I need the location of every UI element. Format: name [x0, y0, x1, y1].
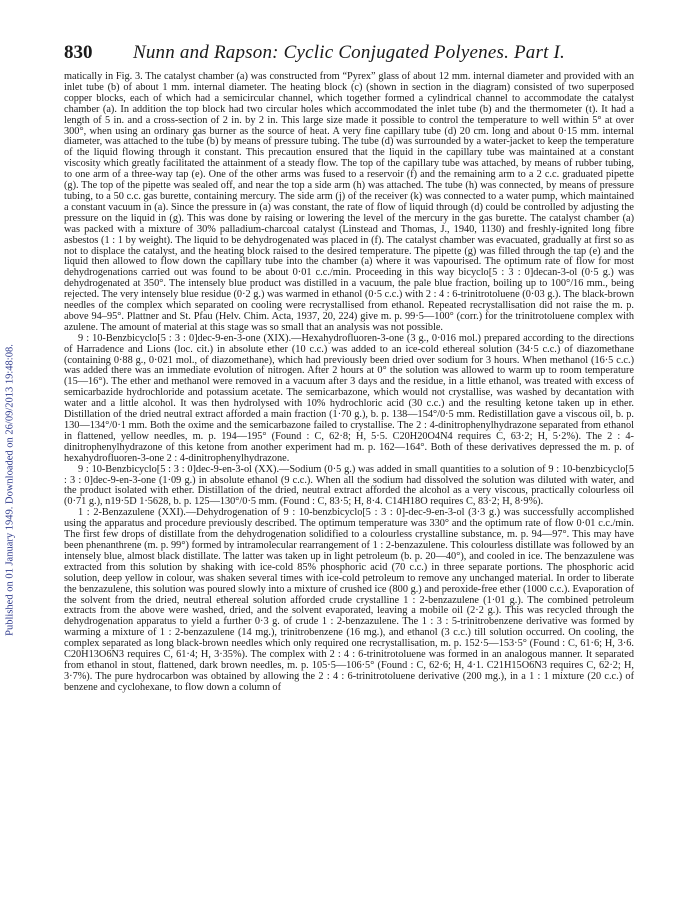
paragraph-benzbicyclodecenone: 9 : 10-Benzbicyclo[5 : 3 : 0]dec-9-en-3-one (XIX).—Hexahydrofluoren-3-one (3 g., 0·016 mol.) prepared according to the directions of Harradence and Lions (loc. cit.) in absolute ether (10 c.c.) was added to an ice-cold ethereal solution (34·5 c.c.) of diazomethane (containing 0·88 g., 0·021 mol., of diazomethane), which had previously been dried over sodium for 3 hours. When methanol (16·5 c.c.) was added there was an immediate evolution of nitrogen. After 2 hours at 0° the solution was allowed to warm up to room temperature (15—16°). The ether and methanol were removed in a vacuum after 3 days and the residue, in a little ethanol, was treated with excess of semicarbazide hydrochloride and potassium acetate. The semicarbazone, which would not crystallise, was washed by decantation with water and a little alcohol. It was then hydrolysed with 10% hydrochloric acid (30 c.c.) and the resulting ketone taken up in ether. Distillation of the dried neutral extract afforded a main fraction (1·70 g.), b. p. 138—154°/0·5 mm. Redistillation gave a viscous oil, b. p. 130—134°/0·1 mm. Both the oxime and the semicarbazone failed to crystallise. The 2 : 4-dinitrophenylhydrazone separated from ethanol in flattened, yellow needles, m. p. 194—195° (Found : C, 62·8; H, 5·5. C20H20O4N4 requires C, 63·2; H, 5·2%). The 2 : 4-dinitrophenylhydrazone of this ketone from another experiment had m. p. 162—164°. Both of these derivatives depressed the m. p. of hexahydrofluoren-3-one 2 : 4-dinitrophenylhydrazone.	[64, 332, 634, 464]
paragraph-benzazulene: 1 : 2-Benzazulene (XXI).—Dehydrogenation of 9 : 10-benzbicyclo[5 : 3 : 0]-dec-9-en-3-ol (3·3 g.) was successfully accomplished using the apparatus and procedure previously described. The optimum temperature was 330° and the optimum rate of flow 0·01 c.c./min. The first few drops of distillate from the dehydrogenation solidified to a colourless crystalline substance, m. p. 94—97°. This may have been phenanthrene (m. p. 99°) formed by intramolecular rearrangement of 1 : 2-benzazulene. This colourless distillate was followed by an intensely blue, almost black distillate. The latter was taken up in light petroleum (b. p. 20—40°), and cooled in ice. The benzazulene was extracted from this solution by shaking with ice-cold 85% phosphoric acid (70 c.c.) in three separate portions. The phosphoric acid solution, deep yellow in colour, was shaken several times with ice-cold petroleum to remove any unchanged material. In order to liberate the benzazulene, this solution was poured slowly into a mixture of crushed ice (800 g.) and peroxide-free ether (1000 c.c.). Evaporation of the solvent from the dried, neutral ethereal solution afforded crude crystalline 1 : 2-benzazulene (1·01 g.). The combined petroleum extracts from the above were washed, dried, and the solvent evaporated, leaving a mobile oil (2·2 g.). This was recycled through the dehydrogenation apparatus to yield a further 0·3 g. of crude 1 : 2-benzazulene. The 1 : 3 : 5-trinitrobenzene derivative was formed by warming a mixture of 1 : 2-benzazulene (14 mg.), trinitrobenzene (16 mg.), and ethanol (3 c.c.) till solution occurred. On cooling, the complex separated as long black-brown needles which only required one recrystallisation, m. p. 152·5—153·5° (Found : C, 61·6; H, 3·6. C20H13O6N3 requires C, 61·4; H, 3·35%). The complex with 2 : 4 : 6-trinitrotoluene was formed in an analogous manner. It separated from ethanol in stout, flattened, dark brown needles, m. p. 105·5—106·5° (Found : C, 62·6; H, 4·1. C21H15O6N3 requires C, 62·2; H, 3·7%). The pure hydrocarbon was obtained by allowing the 2 : 4 : 6-trinitrotoluene derivative (200 mg.), in a 1 : 1 mixture (20 c.c.) of benzene and cyclohexane, to flow down a column of	[64, 507, 634, 693]
page-header	[64, 42, 634, 66]
page-number: 830	[64, 42, 93, 63]
download-stamp-text: Published on 01 January 1949. Downloaded on 26/09/2013 19:48:08.	[4, 344, 16, 636]
paragraph-benzbicyclodecenol: 9 : 10-Benzbicyclo[5 : 3 : 0]dec-9-en-3-ol (XX).—Sodium (0·5 g.) was added in small quantities to a solution of 9 : 10-benzbicyclo[5 : 3 : 0]dec-9-en-3-one (1·09 g.) in absolute ethanol (9 c.c.). When all the sodium had dissolved the solution was diluted with water, and the product isolated with ether. Distillation of the dried, neutral extract afforded the alcohol as a very viscous, practically colourless oil (0·71 g.), n19·5D 1·5628, b. p. 125—130°/0·5 mm. (Found : C, 83·5; H, 8·4. C14H18O requires C, 83·2; H, 8·9%).	[64, 463, 634, 508]
body-text	[64, 72, 634, 694]
paragraph-apparatus: matically in Fig. 3. The catalyst chamber (a) was constructed from “Pyrex” glass of about 12 mm. internal diameter and provided with an inlet tube (b) of about 1 mm. internal diameter. The heating block (c) (shown in section in the diagram) consisted of two superposed copper blocks, each of which had a semicircular channel, which together formed a cylindrical channel to accommodate the catalyst chamber (a). In addition the top block had two circular holes which accommodated the inlet tube (b) and the thermometer (t). It had a length of 5 in. and a cross-section of 2 in. by 2 in. This large size made it possible to control the temperature to well within 5° at over 300°, when using an ordinary gas burner as the source of heat. A very fine capillary tube (d) 20 cm. long and about 0·15 mm. internal diameter, was attached to the tube (b) by means of pressure tubing. The tube (d) was surrounded by a water-jacket to keep the temperature of the liquid flowing through it constant. This precaution ensured that the liquid in the capillary tube was maintained at a constant viscosity which greatly facilitated the attainment of a steady flow. The top of the capillary tube was attached, by means of rubber tubing, to one arm of a three-way tap (e). One of the other arms was fused to a reservoir (f) and the remaining arm to a 2 c.c. graduated pipette (g). The top of the pipette was sealed off, and near the top a side arm (h) was attached. The tube (h) was connected, by means of pressure tubing, to a 50 c.c. gas burette, containing mercury. The side arm (j) of the receiver (k) was connected to a water pump, which maintained a constant vacuum in (a). Since the pressure in (a) was constant, the rate of flow of liquid through (d) could be controlled by adjusting the pressure on the liquid in (g). This was done by raising or lowering the level of the mercury in the gas burette. The catalyst chamber (a) was packed with a mixture of 30% palladium-charcoal catalyst (Linstead and Thomas, J., 1940, 1130) and freshly-ignited long fibre asbestos (1 : 1 by weight). The liquid to be dehydrogenated was placed in (f). The catalyst chamber was evacuated, gradually at first so as not to displace the catalyst, and the heating block raised to the desired temperature. The pipette (g) was filled through the tap (e) and the liquid then allowed to flow down the capillary tube into the chamber (a) where it was vapourised. The optimum rate of flow for most dehydrogenations carried out was found to be about 0·01 c.c./min. Proceeding in this way bicyclo[5 : 3 : 0]decan-3-ol (0·5 g.) was dehydrogenated at 350°. The intensely blue product was distilled in a vacuum, the pale blue fraction, boiling up to 100°/16 mm., being rejected. The very intensely blue residue (0·2 g.) was warmed in ethanol (0·5 c.c.) with 2 : 4 : 6-trinitrotoluene (0·03 g.). The black-brown needles of the complex which separated on cooling were recrystallised from ethanol. Repeated recrystallisation did not raise the m. p. above 94–95°. Plattner and St. Pfau (Helv. Chim. Acta, 1937, 20, 224) give m. p. 99·5—100° (corr.) for the trinitrotoluene complex with azulene. The amount of material at this stage was so small that an analysis was not possible.	[64, 71, 634, 333]
running-title: Nunn and Rapson: Cyclic Conjugated Polyenes. Part I.	[132, 42, 566, 63]
